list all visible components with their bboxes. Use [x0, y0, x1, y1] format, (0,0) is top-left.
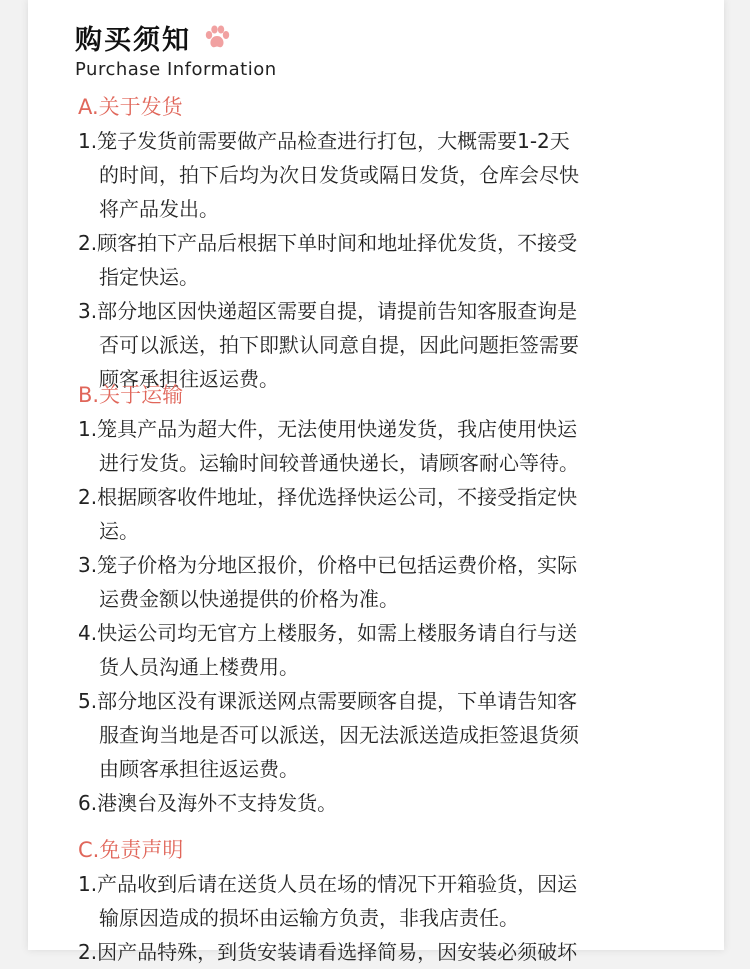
item-number: 2.	[78, 231, 98, 255]
paw-print-icon	[203, 24, 231, 52]
item-text: 指定快运。	[99, 265, 199, 289]
item-text: 笼子发货前需要做产品检查进行打包，大概需要1-2天	[97, 129, 570, 153]
item-line	[78, 752, 579, 786]
header	[75, 18, 277, 80]
item-text: 服查询当地是否可以派送，因无法派送造成拒签退货须	[99, 723, 579, 747]
item-text: 否可以派送，拍下即默认同意自提，因此问题拒签需要	[99, 333, 579, 357]
paw-pad	[210, 36, 223, 47]
list-item	[78, 548, 579, 616]
item-line	[78, 684, 579, 718]
item-number: 3.	[78, 553, 98, 577]
item-text: 因产品特殊，到货安装请看选择简易，因安装必须破坏	[97, 940, 578, 964]
item-text: 港澳台及海外不支持发货。	[97, 791, 338, 815]
item-line	[78, 786, 579, 820]
item-text: 部分地区因快递超区需要自提，请提前告知客服查询是	[97, 299, 578, 323]
section-title: B.关于运输	[78, 383, 184, 407]
list-item	[78, 480, 579, 548]
item-number: 2.	[78, 940, 98, 964]
page-title: 购买须知	[75, 25, 191, 56]
item-line	[78, 935, 577, 969]
item-number: 1.	[78, 129, 98, 153]
list-item	[78, 616, 579, 684]
item-number: 2.	[78, 485, 98, 509]
item-line	[78, 412, 579, 446]
item-line	[78, 582, 579, 616]
section-items	[78, 867, 577, 969]
item-text: 由顾客承担往返运费。	[99, 757, 299, 781]
item-line	[78, 548, 579, 582]
item-number: 1.	[78, 417, 98, 441]
list-item	[78, 786, 579, 820]
section-transport	[78, 378, 579, 820]
item-line	[78, 158, 579, 192]
item-text: 的时间，拍下后均为次日发货或隔日发货，仓库会尽快	[99, 163, 579, 187]
item-text: 根据顾客收件地址，择优选择快运公司，不接受指定快	[97, 485, 578, 509]
list-item	[78, 935, 577, 969]
item-line	[78, 294, 579, 328]
section-disclaimer	[78, 833, 577, 969]
item-text: 部分地区没有课派送网点需要顾客自提，下单请告知客	[97, 689, 578, 713]
paw-toe-4	[223, 31, 229, 39]
title-row	[75, 18, 277, 57]
item-line	[78, 192, 579, 226]
item-text: 运费金额以快递提供的价格为准。	[99, 587, 399, 611]
purchase-info-card	[28, 0, 724, 964]
item-text: 运。	[99, 519, 139, 543]
page-subtitle: Purchase Information	[75, 59, 277, 80]
item-text: 输原因造成的损坏由运输方负责，非我店责任。	[99, 906, 519, 930]
item-line	[78, 446, 579, 480]
item-number: 4.	[78, 621, 98, 645]
section-items	[78, 412, 579, 820]
section-items	[78, 124, 579, 396]
item-number: 5.	[78, 689, 98, 713]
list-item	[78, 867, 577, 935]
item-line	[78, 124, 579, 158]
item-line	[78, 226, 579, 260]
list-item	[78, 684, 579, 786]
paw-toe-2	[211, 25, 217, 33]
paw-toe-1	[206, 31, 212, 39]
section-title: A.关于发货	[78, 95, 183, 119]
item-line	[78, 616, 579, 650]
item-text: 顾客拍下产品后根据下单时间和地址择优发货，不接受	[97, 231, 578, 255]
item-number: 3.	[78, 299, 98, 323]
section-title: C.免责声明	[78, 838, 184, 862]
item-number: 6.	[78, 791, 98, 815]
item-line	[78, 901, 577, 935]
item-text: 快运公司均无官方上楼服务，如需上楼服务请自行与送	[97, 621, 578, 645]
list-item	[78, 226, 579, 294]
item-line	[78, 328, 579, 362]
item-line	[78, 260, 579, 294]
item-line	[78, 650, 579, 684]
item-text: 顾客承担往返运费。	[99, 367, 279, 391]
list-item	[78, 124, 579, 226]
item-line	[78, 867, 577, 901]
paw-toe-3	[218, 25, 224, 33]
item-text: 笼具产品为超大件，无法使用快递发货，我店使用快运	[97, 417, 578, 441]
item-line	[78, 718, 579, 752]
item-number: 1.	[78, 872, 98, 896]
item-line	[78, 480, 579, 514]
item-text: 货人员沟通上楼费用。	[99, 655, 299, 679]
item-text: 笼子价格为分地区报价，价格中已包括运费价格，实际	[97, 553, 578, 577]
item-text: 将产品发出。	[99, 197, 219, 221]
item-text: 进行发货。运输时间较普通快递长，请顾客耐心等待。	[99, 451, 579, 475]
item-line	[78, 514, 579, 548]
item-text: 产品收到后请在送货人员在场的情况下开箱验货，因运	[97, 872, 578, 896]
section-shipping	[78, 90, 579, 396]
list-item	[78, 412, 579, 480]
